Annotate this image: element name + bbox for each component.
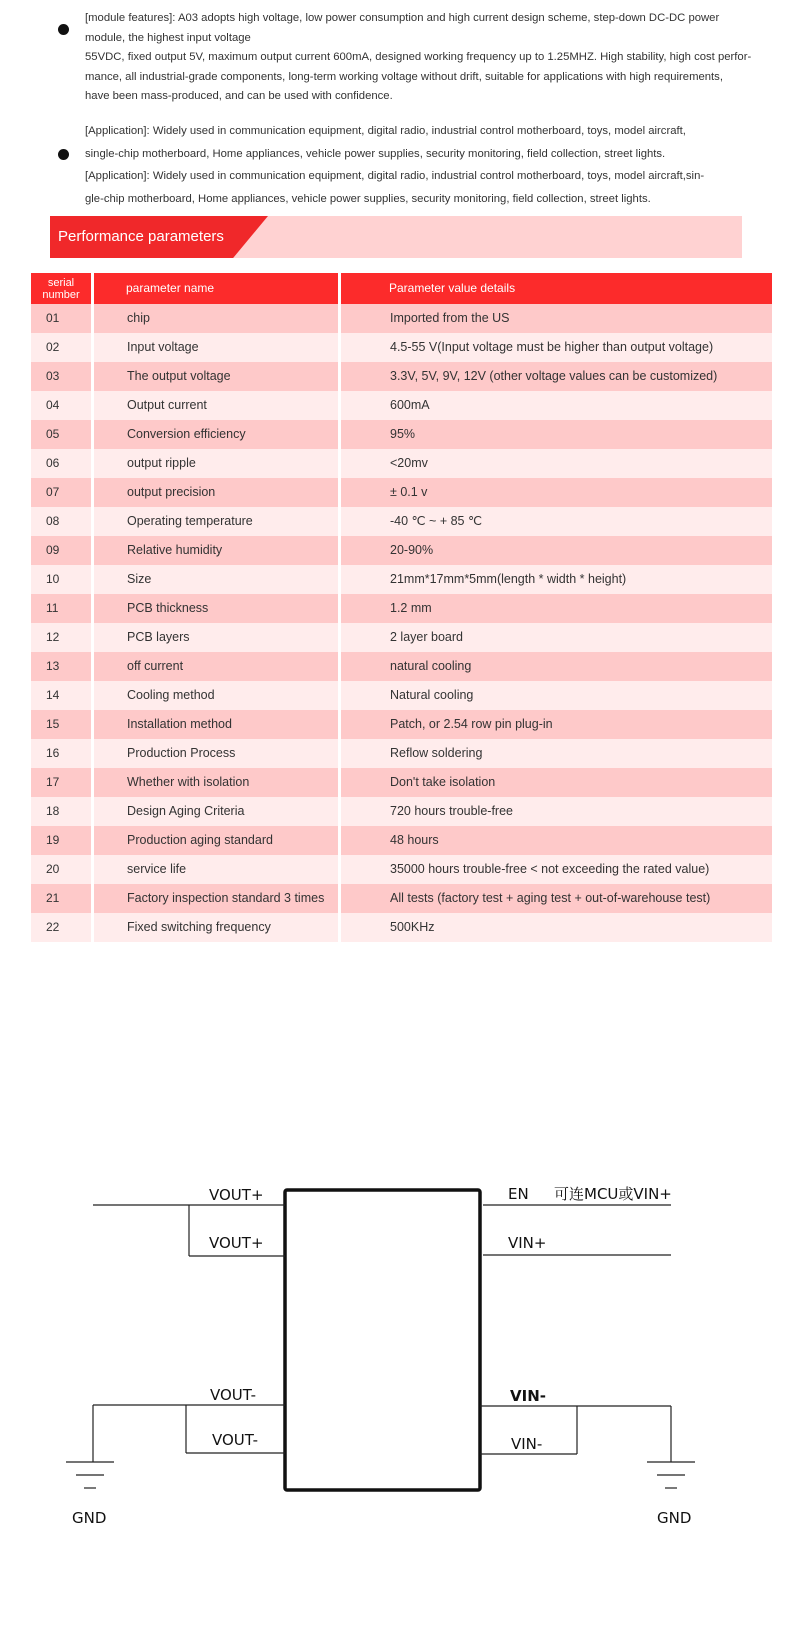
- serial-number-cell: 06: [31, 449, 94, 478]
- parameter-name-cell: Factory inspection standard 3 times: [94, 884, 341, 913]
- parameter-value-cell: natural cooling: [390, 659, 472, 673]
- module-features-text: [85, 9, 765, 107]
- parameter-value-cell: 3.3V, 5V, 9V, 12V (other voltage values can be customized): [390, 369, 718, 383]
- table-row: [31, 594, 772, 623]
- serial-number-cell: 21: [31, 884, 94, 913]
- parameter-value-cell: Don't take isolation: [390, 775, 496, 789]
- ground-symbol-right: [647, 1462, 695, 1488]
- serial-number-cell: 22: [31, 913, 94, 942]
- text-line: have been mass-produced, and can be used with confidence.: [85, 90, 393, 102]
- parameter-name-cell: Installation method: [94, 710, 341, 739]
- serial-number-cell: 19: [31, 826, 94, 855]
- parameter-name-cell: Size: [94, 565, 341, 594]
- serial-number-cell: 17: [31, 768, 94, 797]
- serial-number-cell: 18: [31, 797, 94, 826]
- table-row: [31, 681, 772, 710]
- application-text: [85, 120, 765, 210]
- en-connection-note: 可连MCU或VIN+: [554, 1185, 672, 1203]
- table-row: [31, 507, 772, 536]
- parameter-value-cell: 1.2 mm: [390, 601, 432, 615]
- serial-number-cell: 03: [31, 362, 94, 391]
- parameter-value-cell: 35000 hours trouble-free < not exceeding the rated value): [390, 862, 710, 876]
- table-row: [31, 623, 772, 652]
- serial-number-cell: 02: [31, 333, 94, 362]
- serial-number-cell: 04: [31, 391, 94, 420]
- performance-table: [31, 273, 772, 942]
- text-line: [module features]: A03 adopts high voltage, low power consumption and high current design scheme, step-down DC-DC power: [85, 12, 720, 24]
- table-row: [31, 710, 772, 739]
- parameter-name-cell: Whether with isolation: [94, 768, 341, 797]
- serial-number-cell: 05: [31, 420, 94, 449]
- parameter-name-cell: output precision: [94, 478, 341, 507]
- parameter-name-cell: chip: [94, 304, 341, 333]
- table-row: [31, 652, 772, 681]
- table-row: [31, 362, 772, 391]
- parameter-name-cell: Cooling method: [94, 681, 341, 710]
- parameter-value-cell: 48 hours: [390, 833, 439, 847]
- serial-number-cell: 15: [31, 710, 94, 739]
- text-line: module, the highest input voltage: [85, 31, 251, 44]
- parameter-value-cell: 95%: [390, 427, 416, 441]
- header-serial-number: serial number: [31, 273, 94, 304]
- serial-number-cell: 14: [31, 681, 94, 710]
- serial-number-cell: 11: [31, 594, 94, 623]
- pin-label-vout-minus: VOUT-: [210, 1386, 256, 1404]
- parameter-value-cell: 600mA: [390, 398, 430, 412]
- table-row: [31, 884, 772, 913]
- pin-label-vin-minus: VIN-: [511, 1435, 543, 1453]
- parameter-value-cell: Patch, or 2.54 row pin plug-in: [390, 717, 553, 731]
- ground-symbol-left: [66, 1462, 114, 1488]
- table-row: [31, 855, 772, 884]
- parameter-name-cell: Production Process: [94, 739, 341, 768]
- table-row: [31, 565, 772, 594]
- section-banner: [50, 216, 742, 258]
- parameter-value-cell: <20mv: [390, 456, 428, 470]
- parameter-name-cell: Input voltage: [94, 333, 341, 362]
- pinout-diagram: [0, 1185, 790, 1545]
- serial-number-cell: 07: [31, 478, 94, 507]
- pin-label-vout-minus: VOUT-: [212, 1431, 258, 1449]
- table-row: [31, 536, 772, 565]
- pin-label-vout-plus: VOUT+: [209, 1234, 264, 1252]
- parameter-name-cell: Output current: [94, 391, 341, 420]
- table-row: [31, 333, 772, 362]
- parameter-value-cell: All tests (factory test + aging test + out-of-warehouse test): [390, 891, 711, 905]
- table-row: [31, 420, 772, 449]
- table-row: [31, 797, 772, 826]
- pin-label-en: EN: [508, 1185, 529, 1203]
- serial-number-cell: 08: [31, 507, 94, 536]
- parameter-value-cell: Imported from the US: [390, 311, 510, 325]
- module-body: [285, 1190, 480, 1490]
- serial-number-cell: 01: [31, 304, 94, 333]
- parameter-name-cell: Design Aging Criteria: [94, 797, 341, 826]
- text-line: 55VDC, fixed output 5V, maximum output current 600mA, designed working frequency up to 1.25MHZ. High stability, high cost perfor-: [85, 51, 752, 63]
- parameter-name-cell: service life: [94, 855, 341, 884]
- table-row: [31, 768, 772, 797]
- gnd-label-right: GND: [657, 1509, 692, 1527]
- parameter-value-cell: 2 layer board: [390, 630, 463, 644]
- serial-number-cell: 16: [31, 739, 94, 768]
- text-line: gle-chip motherboard, Home appliances, vehicle power supplies, security monitoring, field collection, street lights.: [85, 192, 651, 205]
- parameter-name-cell: Fixed switching frequency: [94, 913, 341, 942]
- serial-number-cell: 20: [31, 855, 94, 884]
- serial-number-cell: 13: [31, 652, 94, 681]
- pin-label-vin-minus: VIN-: [510, 1387, 546, 1405]
- pin-label-vin-plus: VIN+: [508, 1234, 547, 1252]
- serial-number-cell: 09: [31, 536, 94, 565]
- serial-number-cell: 12: [31, 623, 94, 652]
- parameter-value-cell: 4.5-55 V(Input voltage must be higher than output voltage): [390, 340, 714, 354]
- parameter-value-cell: 21mm*17mm*5mm(length * width * height): [390, 572, 627, 586]
- bullet-dot: [58, 24, 69, 35]
- text-line: [Application]: Widely used in communication equipment, digital radio, industrial control motherboard, toys, model aircraft,: [85, 125, 686, 137]
- table-row: [31, 304, 772, 333]
- parameter-value-cell: 720 hours trouble-free: [390, 804, 513, 818]
- serial-number-cell: 10: [31, 565, 94, 594]
- header-parameter-value: Parameter value details: [389, 281, 516, 295]
- table-row: [31, 449, 772, 478]
- gnd-label-left: GND: [72, 1509, 107, 1527]
- parameter-value-cell: Reflow soldering: [390, 746, 483, 760]
- table-row: [31, 826, 772, 855]
- table-row: [31, 391, 772, 420]
- bullet-dot: [58, 149, 69, 160]
- section-title: Performance parameters: [58, 228, 224, 245]
- parameter-name-cell: Operating temperature: [94, 507, 341, 536]
- parameter-name-cell: Conversion efficiency: [94, 420, 341, 449]
- parameter-value-cell: -40 ℃ ~ + 85 ℃: [390, 514, 483, 528]
- table-row: [31, 478, 772, 507]
- parameter-name-cell: off current: [94, 652, 341, 681]
- pin-label-vout-plus: VOUT+: [209, 1186, 264, 1204]
- parameter-value-cell: Natural cooling: [390, 688, 474, 702]
- table-header: [31, 273, 772, 304]
- table-row: [31, 739, 772, 768]
- text-line: mance, all industrial-grade components, long-term working voltage without drift, suitable for applications with high requirements,: [85, 70, 723, 83]
- header-parameter-name: parameter name: [94, 273, 341, 304]
- parameter-value-cell: 500KHz: [390, 920, 435, 934]
- parameter-value-cell: ± 0.1 v: [390, 485, 428, 499]
- parameter-name-cell: PCB layers: [94, 623, 341, 652]
- table-row: [31, 913, 772, 942]
- parameter-name-cell: output ripple: [94, 449, 341, 478]
- parameter-name-cell: The output voltage: [94, 362, 341, 391]
- parameter-name-cell: Production aging standard: [94, 826, 341, 855]
- text-line: single-chip motherboard, Home appliances, vehicle power supplies, security monitoring, field collection, street lights.: [85, 147, 666, 160]
- parameter-name-cell: PCB thickness: [94, 594, 341, 623]
- text-line: [Application]: Widely used in communication equipment, digital radio, industrial control motherboard, toys, model aircraft,sin-: [85, 170, 705, 182]
- parameter-value-cell: 20-90%: [390, 543, 434, 557]
- parameter-name-cell: Relative humidity: [94, 536, 341, 565]
